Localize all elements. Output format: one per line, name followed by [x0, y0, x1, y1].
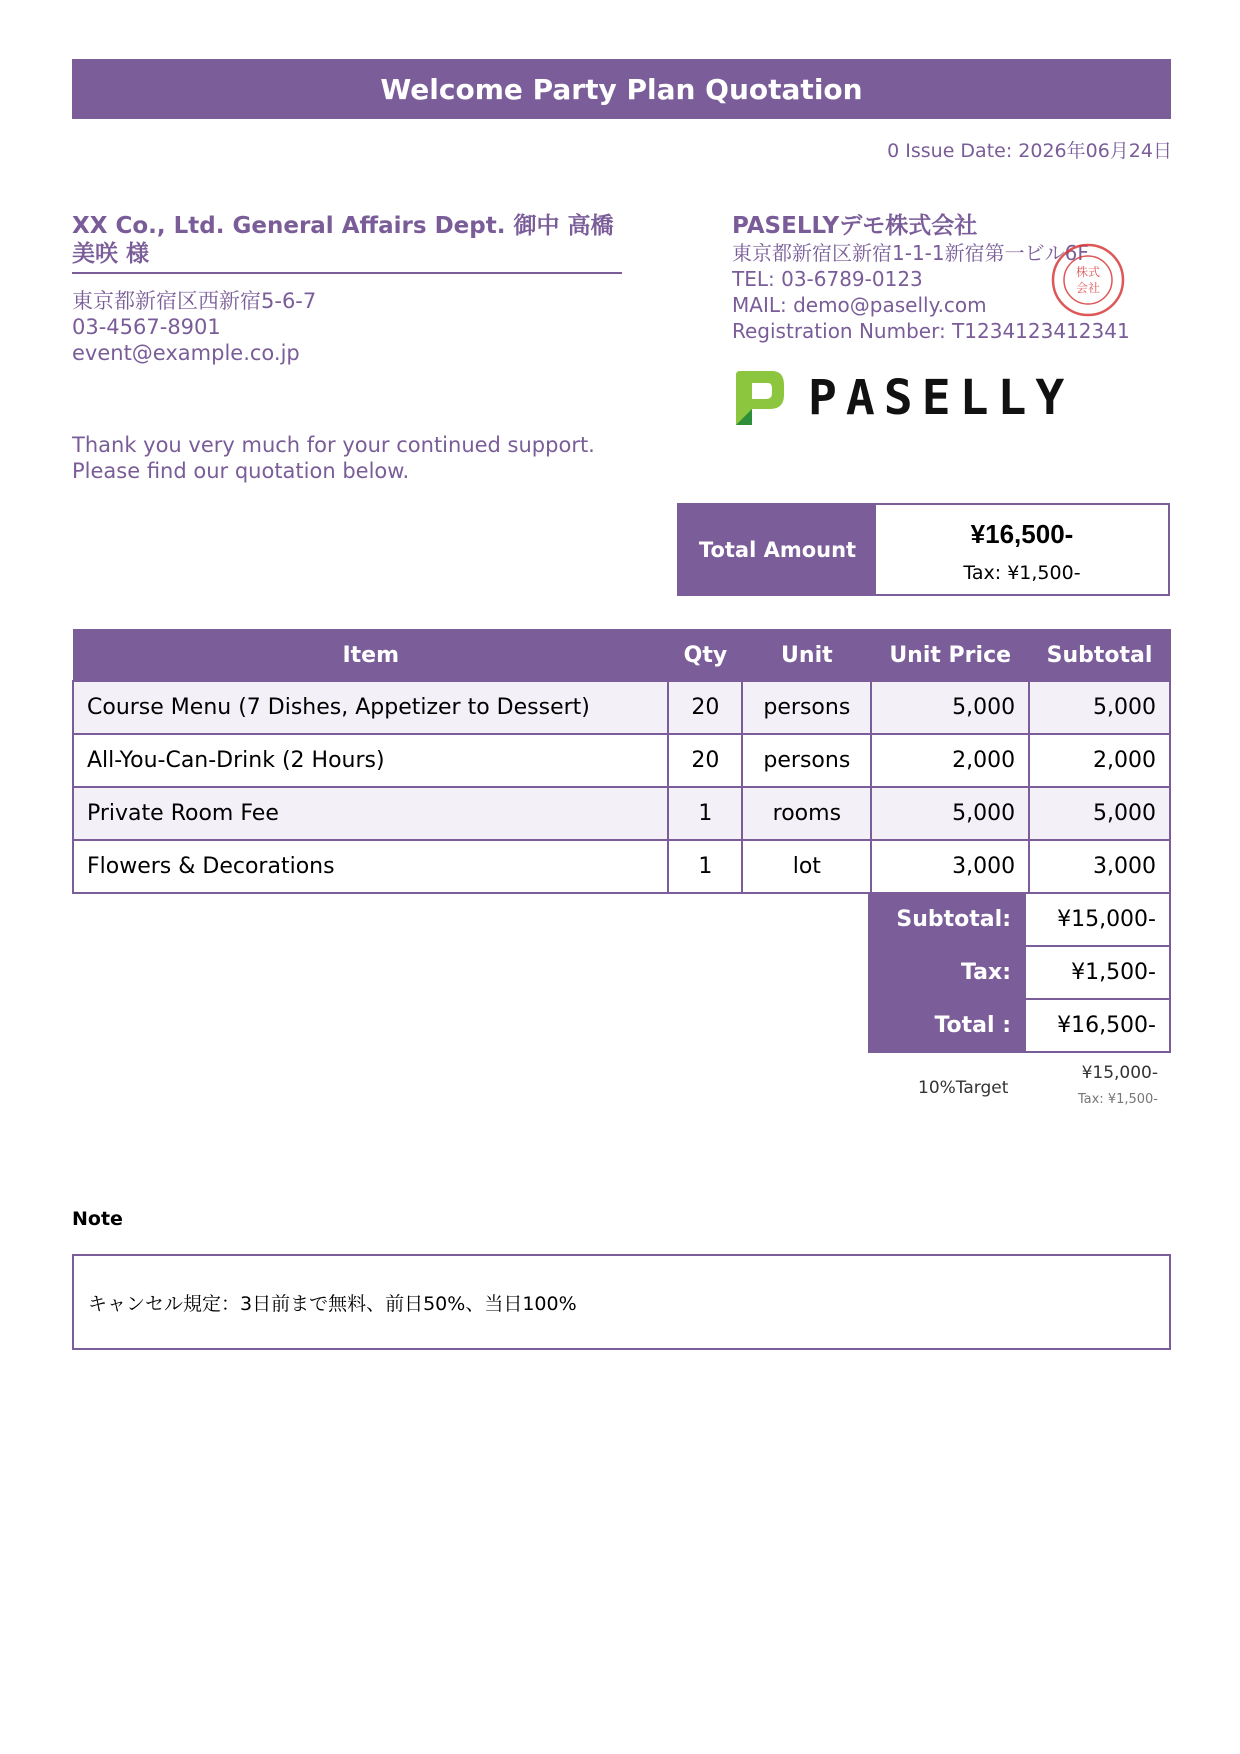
cell-subtotal: 3,000	[1029, 840, 1170, 893]
cell-unit-price: 2,000	[871, 734, 1029, 787]
svg-text:株式: 株式	[1075, 265, 1101, 279]
cell-unit-price: 5,000	[871, 681, 1029, 734]
total-amount-tax: Tax: ¥1,500-	[963, 562, 1081, 584]
cell-qty: 20	[668, 734, 742, 787]
summary-subtotal-label: Subtotal:	[868, 893, 1025, 946]
items-table	[72, 629, 1171, 894]
company-mail: MAIL: demo@paselly.com	[732, 293, 987, 317]
cell-unit: persons	[742, 734, 871, 787]
table-row	[73, 734, 1170, 787]
table-row	[73, 840, 1170, 893]
column-header-item: Item	[73, 630, 668, 682]
cell-unit: lot	[742, 840, 871, 893]
client-email: event@example.co.jp	[72, 341, 300, 365]
cell-unit: persons	[742, 681, 871, 734]
table-row	[73, 681, 1170, 734]
cell-unit-price: 3,000	[871, 840, 1029, 893]
total-amount-label: Total Amount	[679, 505, 876, 594]
summary-table	[868, 892, 1171, 1053]
company-name: PASELLYデモ株式会社	[732, 213, 978, 239]
client-block	[72, 212, 622, 366]
total-amount-value: ¥16,500-	[970, 519, 1074, 549]
svg-text:会社: 会社	[1075, 281, 1101, 295]
company-logo	[732, 368, 1073, 428]
cell-unit-price: 5,000	[871, 787, 1029, 840]
paselly-logo-icon	[732, 369, 786, 427]
document-title: Welcome Party Plan Quotation	[72, 59, 1171, 119]
greeting-line-1: Thank you very much for your continued support.	[72, 433, 595, 457]
company-address: 東京都新宿区新宿1-1-1新宿第一ビル6F	[732, 241, 1089, 265]
cell-qty: 1	[668, 787, 742, 840]
cell-item: Course Menu (7 Dishes, Appetizer to Dessert)	[73, 681, 668, 734]
column-header-qty: Qty	[668, 630, 742, 682]
total-amount-box	[677, 503, 1170, 596]
greeting	[72, 432, 595, 484]
summary-tax-value: ¥1,500-	[1025, 946, 1170, 999]
table-header-row	[73, 630, 1170, 682]
cell-qty: 1	[668, 840, 742, 893]
issue-date: 0 Issue Date: 2026年06月24日	[887, 140, 1172, 162]
column-header-subtotal: Subtotal	[1029, 630, 1170, 682]
client-name: XX Co., Ltd. General Affairs Dept. 御中 高橋 美咲 様	[72, 212, 622, 274]
cell-item: Private Room Fee	[73, 787, 668, 840]
summary-tax-row	[868, 946, 1170, 999]
note-box	[72, 1254, 1171, 1350]
tax-breakdown-label: 10%Target	[918, 1078, 1009, 1098]
cell-unit: rooms	[742, 787, 871, 840]
client-address: 東京都新宿区西新宿5-6-7	[72, 289, 317, 313]
table-row	[73, 787, 1170, 840]
cell-subtotal: 5,000	[1029, 787, 1170, 840]
note-title: Note	[72, 1208, 123, 1230]
column-header-unit-price: Unit Price	[871, 630, 1029, 682]
column-header-unit: Unit	[742, 630, 871, 682]
cell-subtotal: 5,000	[1029, 681, 1170, 734]
summary-total-value: ¥16,500-	[1025, 999, 1170, 1052]
cell-qty: 20	[668, 681, 742, 734]
company-registration: Registration Number: T1234123412341	[732, 319, 1130, 343]
note-text: キャンセル規定：3日前まで無料、前日50%、当日100%	[88, 1292, 577, 1315]
summary-total-row	[868, 999, 1170, 1052]
logo-text: PASELLY	[808, 370, 1074, 426]
client-phone: 03-4567-8901	[72, 315, 221, 339]
cell-item: All-You-Can-Drink (2 Hours)	[73, 734, 668, 787]
summary-tax-label: Tax:	[868, 946, 1025, 999]
company-tel: TEL: 03-6789-0123	[732, 267, 923, 291]
cell-item: Flowers & Decorations	[73, 840, 668, 893]
cell-subtotal: 2,000	[1029, 734, 1170, 787]
summary-total-label: Total :	[868, 999, 1025, 1052]
greeting-line-2: Please find our quotation below.	[72, 459, 410, 483]
company-seal-icon	[1050, 242, 1126, 318]
summary-subtotal-value: ¥15,000-	[1025, 893, 1170, 946]
summary-subtotal-row	[868, 893, 1170, 946]
tax-breakdown-base: ¥15,000-	[1081, 1063, 1158, 1083]
tax-breakdown-tax: Tax: ¥1,500-	[1077, 1092, 1158, 1107]
